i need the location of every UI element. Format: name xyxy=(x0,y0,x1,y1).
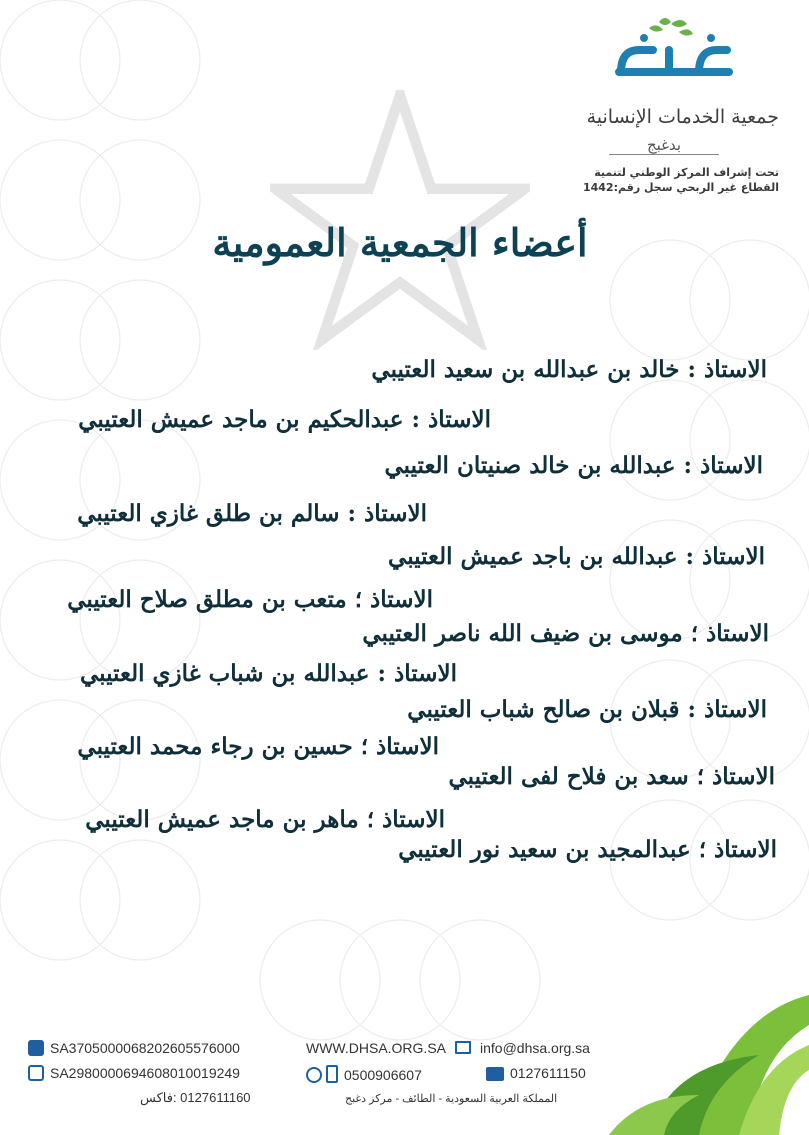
supervision-note: تحت إشراف المركز الوطني لتنمية xyxy=(594,166,779,179)
member-line: الاستاذ : عبدالله بن خالد صنيتان العتيبي xyxy=(384,452,763,479)
member-line: الاستاذ : عبدالله بن باجد عميش العتيبي xyxy=(388,543,765,570)
brand-logo-mark-icon xyxy=(599,14,749,86)
member-line: الاستاذ : قبلان بن صالح شباب العتيبي xyxy=(407,696,767,723)
mobile-phone: 0500906607 xyxy=(306,1065,422,1083)
fax-number: 0127611160 :فاكس xyxy=(140,1090,251,1105)
telephone: 0127611150 xyxy=(486,1065,586,1081)
org-city: بدغبج xyxy=(609,136,719,155)
member-line: الاستاذ ؛ عبدالمجيد بن سعيد نور العتيبي xyxy=(398,836,777,863)
member-line: الاستاذ : سالم بن طلق غازي العتيبي xyxy=(77,500,427,527)
member-line: الاستاذ : عبدالحكيم بن ماجد عميش العتيبي xyxy=(78,406,491,433)
member-line: الاستاذ ؛ ماهر بن ماجد عميش العتيبي xyxy=(85,806,445,833)
phone-icon xyxy=(326,1065,338,1083)
bank-card-icon xyxy=(28,1040,44,1056)
email-link[interactable]: info@dhsa.org.sa xyxy=(480,1040,590,1056)
org-name: جمعية الخدمات الإنسانية xyxy=(586,106,779,128)
bank-iban-1: SA3705000068202605576000 xyxy=(28,1040,240,1056)
member-line: الاستاذ ؛ موسى بن ضيف الله ناصر العتيبي xyxy=(362,620,769,647)
fax-machine-icon xyxy=(486,1067,504,1081)
leaves-decoration-icon xyxy=(609,975,809,1135)
org-logo xyxy=(579,14,779,194)
whatsapp-icon xyxy=(306,1067,322,1083)
address-text: المملكة العربية السعودية - الطائف - مركز دغبج xyxy=(345,1093,558,1105)
member-line: الاستاذ ؛ متعب بن مطلق صلاح العتيبي xyxy=(67,586,433,613)
mail-icon xyxy=(455,1041,471,1054)
member-line: الاستاذ ؛ حسين بن رجاء محمد العتيبي xyxy=(77,733,439,760)
bank-iban-2: SA2980000694608010019249 xyxy=(28,1065,240,1081)
website-link[interactable]: WWW.DHSA.ORG.SA xyxy=(306,1040,471,1056)
member-line: الاستاذ ؛ سعد بن فلاح لفى العتيبي xyxy=(448,763,775,790)
member-line: الاستاذ : خالد بن عبدالله بن سعيد العتيبي xyxy=(371,356,767,383)
bank-logo-icon xyxy=(28,1065,44,1081)
page-title: أعضاء الجمعية العمومية xyxy=(212,220,588,265)
member-line: الاستاذ : عبدالله بن شباب غازي العتيبي xyxy=(80,660,457,687)
registration-note: القطاع غير الربحي سجل رقم:1442 xyxy=(582,181,779,194)
